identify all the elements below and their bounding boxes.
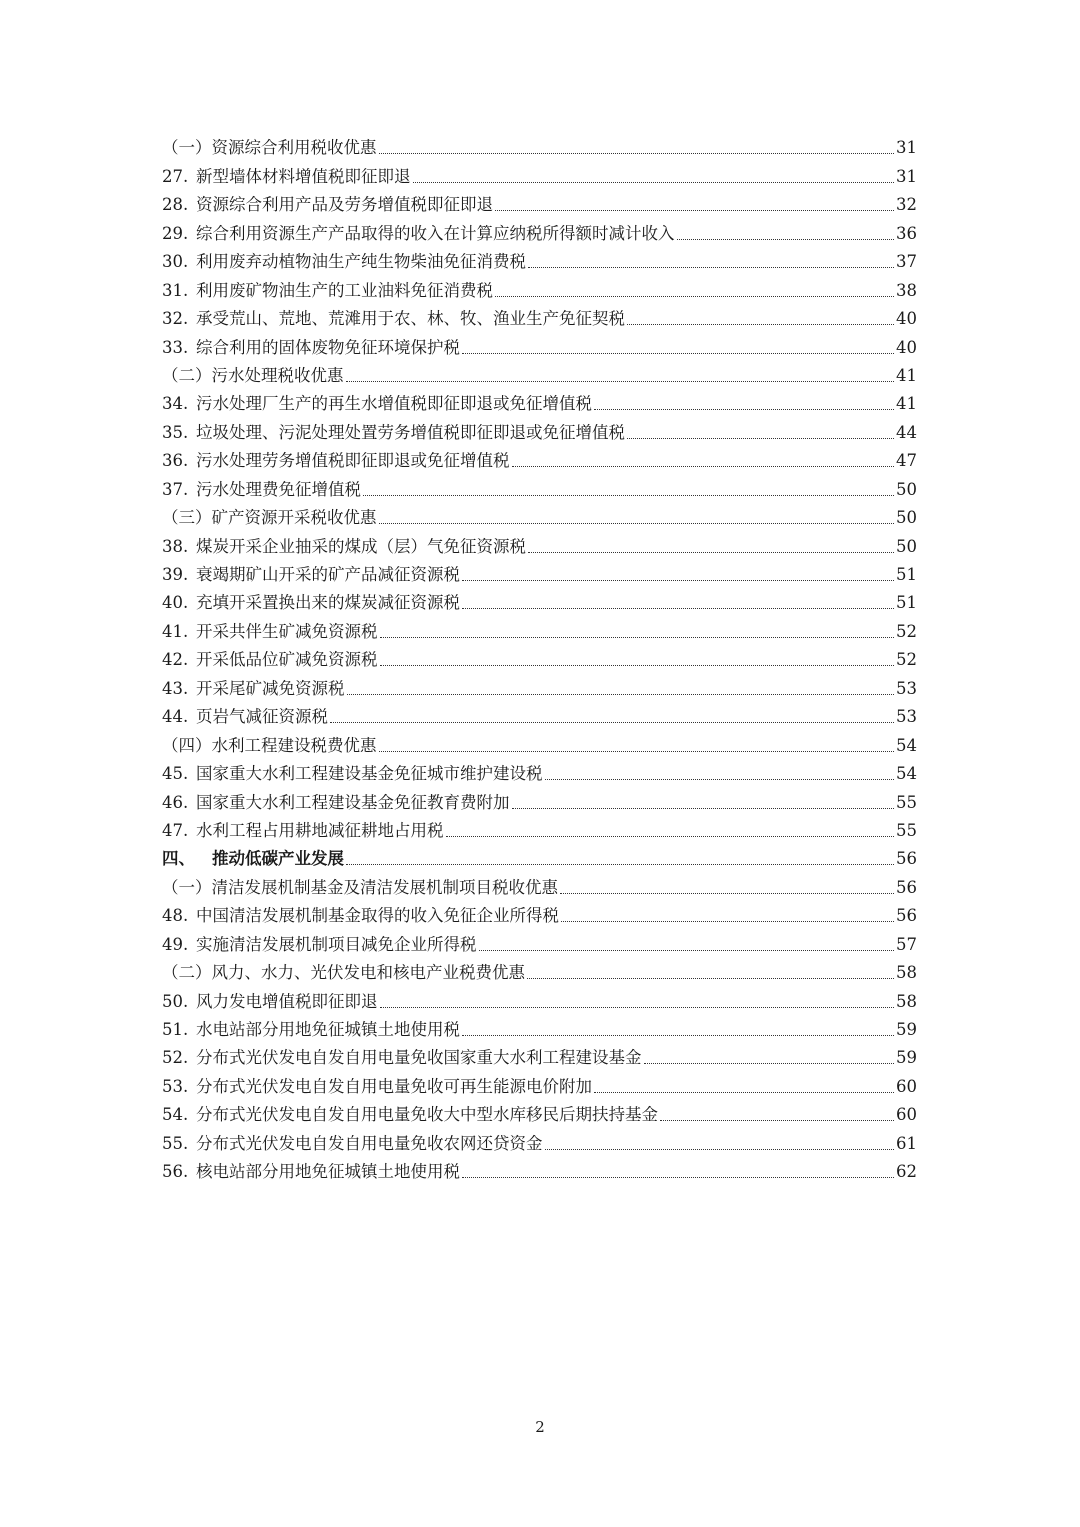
- dot-leader: [380, 664, 895, 666]
- toc-entry[interactable]: [162, 1069, 917, 1097]
- toc-entry-label: [162, 735, 377, 757]
- toc-entry-page-number: 55: [896, 792, 917, 812]
- toc-entry[interactable]: [162, 814, 917, 842]
- dot-leader: [380, 636, 895, 638]
- dot-leader: [462, 1176, 894, 1178]
- toc-entry-page-number: 50: [896, 536, 917, 556]
- toc-entry-number: 43.: [162, 678, 189, 698]
- toc-entry-number: 44.: [162, 707, 189, 727]
- toc-entry-number: 32.: [162, 309, 189, 329]
- toc-entry-number: 53.: [162, 1076, 189, 1096]
- toc-entry-title: （二）污水处理税收优惠: [162, 365, 344, 385]
- toc-entry-title: 开采尾矿减免资源税: [196, 678, 345, 698]
- toc-entry-number: 54.: [162, 1105, 189, 1125]
- toc-entry[interactable]: [162, 1041, 917, 1069]
- dot-leader: [446, 835, 895, 837]
- toc-entry-title: 实施清洁发展机制项目减免企业所得税: [196, 934, 477, 954]
- toc-entry[interactable]: [162, 330, 917, 358]
- toc-entry-title: 污水处理费免征增值税: [196, 479, 361, 499]
- toc-entry-title: 分布式光伏发电自发自用电量免收国家重大水利工程建设基金: [196, 1048, 642, 1068]
- toc-entry-page-number: 52: [896, 621, 917, 641]
- toc-entry-page-number: 62: [896, 1162, 917, 1182]
- toc-entry-page-number: 54: [896, 735, 917, 755]
- toc-entry-title: 风力发电增值税即征即退: [196, 991, 378, 1011]
- toc-entry-number: 48.: [162, 906, 189, 926]
- toc-entry[interactable]: [162, 757, 917, 785]
- toc-entry-number: 56.: [162, 1162, 189, 1182]
- toc-entry-label: [162, 1019, 460, 1041]
- toc-entry[interactable]: [162, 927, 917, 955]
- dot-leader: [677, 238, 895, 240]
- toc-entry[interactable]: [162, 614, 917, 642]
- toc-entry-label: [162, 365, 344, 387]
- toc-entry-label: [162, 422, 625, 444]
- toc-entry-page-number: 55: [896, 820, 917, 840]
- dot-leader: [479, 949, 895, 951]
- toc-entry-number: 50.: [162, 991, 189, 1011]
- toc-entry-title: 分布式光伏发电自发自用电量免收大中型水库移民后期扶持基金: [196, 1105, 658, 1125]
- toc-entry-title: 核电站部分用地免征城镇土地使用税: [196, 1162, 460, 1182]
- toc-entry-label: [162, 1076, 592, 1098]
- dot-leader: [347, 693, 895, 695]
- toc-entry-page-number: 44: [896, 422, 917, 442]
- toc-entry-label: [162, 649, 378, 671]
- toc-entry-label: [162, 706, 328, 728]
- dot-leader: [545, 1148, 895, 1150]
- toc-entry-number: 29.: [162, 223, 189, 243]
- toc-entry-page-number: 31: [896, 138, 917, 158]
- dot-leader: [363, 494, 894, 496]
- toc-section-heading[interactable]: [162, 728, 917, 756]
- dot-leader: [528, 551, 894, 553]
- toc-entry-number: 40.: [162, 593, 189, 613]
- toc-entry-number: 52.: [162, 1048, 189, 1068]
- dot-leader: [462, 607, 894, 609]
- dot-leader: [346, 863, 894, 865]
- toc-entry-page-number: 56: [896, 906, 917, 926]
- toc-entry-number: 四、: [162, 849, 195, 869]
- toc-entry[interactable]: [162, 899, 917, 927]
- toc-entry-page-number: 32: [896, 195, 917, 215]
- dot-leader: [545, 778, 895, 780]
- toc-entry-number: 39.: [162, 565, 189, 584]
- toc-entry-page-number: 51: [896, 593, 917, 613]
- toc-entry-page-number: 40: [896, 337, 917, 357]
- page-number: 2: [535, 1418, 545, 1436]
- toc-entry-number: 41.: [162, 621, 189, 641]
- toc-entry-page-number: 38: [896, 280, 917, 300]
- toc-entry[interactable]: [162, 1013, 917, 1041]
- toc-entry-title: （一）清洁发展机制基金及清洁发展机制项目税收优惠: [162, 877, 558, 897]
- dot-leader: [330, 721, 894, 723]
- toc-entry-label: [162, 166, 411, 188]
- toc-entry-page-number: 58: [896, 991, 917, 1011]
- toc-entry-page-number: 41: [896, 394, 917, 414]
- toc-section-heading[interactable]: [162, 359, 917, 387]
- toc-entry-label: [162, 905, 559, 927]
- toc-entry[interactable]: [162, 586, 917, 614]
- toc-entry-label: [162, 393, 592, 415]
- toc-entry[interactable]: [162, 700, 917, 728]
- dot-leader: [594, 1091, 894, 1093]
- toc-entry-label: [162, 1161, 460, 1183]
- dot-leader: [379, 152, 895, 154]
- toc-entry-label: [162, 223, 675, 245]
- toc-entry-page-number: 59: [896, 1048, 917, 1068]
- dot-leader: [644, 1062, 895, 1064]
- toc-section-heading[interactable]: [162, 501, 917, 529]
- dot-leader: [527, 977, 894, 979]
- toc-entry-title: （三）矿产资源开采税收优惠: [162, 508, 377, 528]
- toc-entry-number: 55.: [162, 1133, 189, 1153]
- toc-entry-title: 分布式光伏发电自发自用电量免收农网还贷资金: [196, 1133, 543, 1153]
- toc-entry-label: [162, 934, 477, 956]
- toc-entry-page-number: 53: [896, 678, 917, 698]
- toc-entry-page-number: 41: [896, 365, 917, 385]
- toc-entry-page-number: 31: [896, 166, 917, 186]
- dot-leader: [512, 807, 895, 809]
- toc-entry-number: 42.: [162, 650, 189, 670]
- toc-entry-page-number: 56: [896, 849, 917, 869]
- toc-entry-page-number: 60: [896, 1076, 917, 1096]
- toc-entry-title: 国家重大水利工程建设基金免征城市维护建设税: [196, 764, 543, 784]
- toc-entry-title: （一）资源综合利用税收优惠: [162, 138, 377, 158]
- toc-entry-title: 国家重大水利工程建设基金免征教育费附加: [196, 792, 510, 812]
- toc-entry-number: 38.: [162, 536, 189, 556]
- dot-leader: [379, 522, 895, 524]
- toc-entry-label: [162, 194, 493, 216]
- toc-entry-label: [162, 763, 543, 785]
- toc-entry-page-number: 57: [896, 934, 917, 954]
- dot-leader: [413, 181, 895, 183]
- dot-leader: [379, 750, 895, 752]
- toc-entry-label: [162, 479, 361, 501]
- toc-entry-label: [162, 536, 526, 558]
- toc-entry-title: 开采低品位矿减免资源税: [196, 650, 378, 670]
- toc-entry-title: 页岩气减征资源税: [196, 707, 328, 727]
- toc-entry-number: 51.: [162, 1020, 189, 1039]
- toc-entry-number: 36.: [162, 451, 189, 471]
- toc-entry-label: [162, 337, 460, 359]
- toc-entry-title: 水电站部分用地免征城镇土地使用税: [196, 1020, 460, 1039]
- toc-entry-title: 中国清洁发展机制基金取得的收入免征企业所得税: [196, 906, 559, 926]
- toc-entry-title: 综合利用的固体废物免征环境保护税: [196, 337, 460, 357]
- dot-leader: [528, 266, 894, 268]
- toc-entry-title: 污水处理厂生产的再生水增值税即征即退或免征增值税: [196, 394, 592, 414]
- toc-entry-label: [162, 877, 558, 899]
- toc-entry-page-number: 36: [896, 223, 917, 243]
- toc-entry[interactable]: [162, 558, 917, 586]
- toc-entry-label: [162, 848, 344, 870]
- toc-entry[interactable]: [162, 1098, 917, 1126]
- toc-entry[interactable]: [162, 159, 917, 187]
- toc-entry-label: [162, 450, 510, 472]
- toc-entry-label: [162, 820, 444, 842]
- toc-entry[interactable]: [162, 188, 917, 216]
- toc-entry-title: （四）水利工程建设税费优惠: [162, 735, 377, 755]
- toc-entry-title: 综合利用资源生产产品取得的收入在计算应纳税所得额时减计收入: [196, 223, 675, 243]
- toc-entry-label: [162, 564, 460, 586]
- toc-entry[interactable]: [162, 387, 917, 415]
- toc-entry-number: 30.: [162, 252, 189, 272]
- toc-entry-page-number: 58: [896, 963, 917, 983]
- toc-entry-page-number: 51: [896, 565, 917, 584]
- dot-leader: [561, 920, 894, 922]
- toc-entry-page-number: 56: [896, 877, 917, 897]
- toc-entry[interactable]: [162, 302, 917, 330]
- toc-entry-number: 46.: [162, 792, 189, 812]
- toc-entry-title: 垃圾处理、污泥处理处置劳务增值税即征即退或免征增值税: [196, 422, 625, 442]
- toc-entry-page-number: 54: [896, 764, 917, 784]
- toc-entry[interactable]: [162, 415, 917, 443]
- toc-entry-number: 28.: [162, 195, 189, 215]
- toc-entry-title: 污水处理劳务增值税即征即退或免征增值税: [196, 451, 510, 471]
- toc-entry-title: 水利工程占用耕地减征耕地占用税: [196, 820, 444, 840]
- toc-entry-number: 45.: [162, 764, 189, 784]
- dot-leader: [462, 579, 894, 581]
- toc-entry-label: [162, 280, 493, 302]
- toc-entry-label: [162, 792, 510, 814]
- toc-entry-page-number: 50: [896, 508, 917, 528]
- toc-entry-title: 衰竭期矿山开采的矿产品减征资源税: [196, 565, 460, 584]
- toc-entry-page-number: 53: [896, 707, 917, 727]
- toc-entry-page-number: 37: [896, 252, 917, 272]
- dot-leader: [495, 209, 894, 211]
- toc-entry-label: [162, 308, 625, 330]
- toc-section-heading[interactable]: [162, 131, 917, 159]
- toc-entry[interactable]: [162, 529, 917, 557]
- toc-entry-page-number: 52: [896, 650, 917, 670]
- toc-entry[interactable]: [162, 216, 917, 244]
- toc-entry[interactable]: [162, 245, 917, 273]
- toc-section-heading[interactable]: [162, 956, 917, 984]
- toc-entry-title: 煤炭开采企业抽采的煤成（层）气免征资源税: [196, 536, 526, 556]
- toc-entry-number: 49.: [162, 934, 189, 954]
- toc-entry-label: [162, 621, 378, 643]
- toc-entry[interactable]: [162, 785, 917, 813]
- toc-entry[interactable]: [162, 842, 917, 870]
- dot-leader: [560, 892, 894, 894]
- toc-entry-title: 利用废矿物油生产的工业油料免征消费税: [196, 280, 493, 300]
- toc-entry-number: 33.: [162, 337, 189, 357]
- toc-entry-label: [162, 991, 378, 1013]
- dot-leader: [462, 352, 894, 354]
- toc-entry-page-number: 40: [896, 309, 917, 329]
- toc-entry-title: 推动低碳产业发展: [212, 849, 344, 869]
- toc-entry-number: 31.: [162, 280, 189, 300]
- toc-entry-number: 34.: [162, 394, 189, 414]
- toc-entry-page-number: 61: [896, 1133, 917, 1153]
- dot-leader: [627, 437, 894, 439]
- toc-entry-number: 27.: [162, 166, 189, 186]
- toc-entry-label: [162, 1104, 658, 1126]
- toc-entry-label: [162, 507, 377, 529]
- toc-entry-title: （二）风力、水力、光伏发电和核电产业税费优惠: [162, 963, 525, 983]
- toc-entry-page-number: 59: [896, 1020, 917, 1039]
- table-of-contents: [162, 131, 917, 1183]
- toc-entry-label: [162, 962, 525, 984]
- dot-leader: [660, 1119, 894, 1121]
- toc-entry[interactable]: [162, 472, 917, 500]
- toc-entry-label: [162, 1133, 543, 1155]
- toc-entry-label: [162, 592, 460, 614]
- dot-leader: [380, 1006, 895, 1008]
- toc-entry[interactable]: [162, 643, 917, 671]
- toc-entry-label: [162, 678, 345, 700]
- toc-entry-title: 承受荒山、荒地、荒滩用于农、林、牧、渔业生产免征契税: [196, 309, 625, 329]
- toc-entry-title: 充填开采置换出来的煤炭减征资源税: [196, 593, 460, 613]
- toc-entry[interactable]: [162, 444, 917, 472]
- toc-entry-number: 35.: [162, 422, 189, 442]
- dot-leader: [462, 1034, 894, 1036]
- toc-entry[interactable]: [162, 984, 917, 1012]
- toc-entry[interactable]: [162, 671, 917, 699]
- toc-entry-title: 新型墙体材料增值税即征即退: [196, 166, 411, 186]
- toc-entry-title: 开采共伴生矿减免资源税: [196, 621, 378, 641]
- toc-entry-label: [162, 137, 377, 159]
- dot-leader: [627, 323, 894, 325]
- toc-entry-number: 47.: [162, 820, 189, 840]
- toc-entry[interactable]: [162, 273, 917, 301]
- dot-leader: [346, 380, 895, 382]
- toc-section-heading[interactable]: [162, 870, 917, 898]
- dot-leader: [495, 295, 894, 297]
- toc-entry-title: 分布式光伏发电自发自用电量免收可再生能源电价附加: [196, 1076, 592, 1096]
- toc-entry-title: 利用废弃动植物油生产纯生物柴油免征消费税: [196, 252, 526, 272]
- toc-entry-page-number: 50: [896, 479, 917, 499]
- toc-entry-number: 37.: [162, 479, 189, 499]
- dot-leader: [594, 408, 894, 410]
- toc-entry[interactable]: [162, 1126, 917, 1154]
- toc-entry-label: [162, 1047, 642, 1069]
- toc-entry-page-number: 47: [896, 451, 917, 471]
- toc-entry-page-number: 60: [896, 1105, 917, 1125]
- toc-entry-label: [162, 251, 526, 273]
- toc-entry[interactable]: [162, 1155, 917, 1183]
- toc-entry-title: 资源综合利用产品及劳务增值税即征即退: [196, 195, 493, 215]
- dot-leader: [512, 465, 895, 467]
